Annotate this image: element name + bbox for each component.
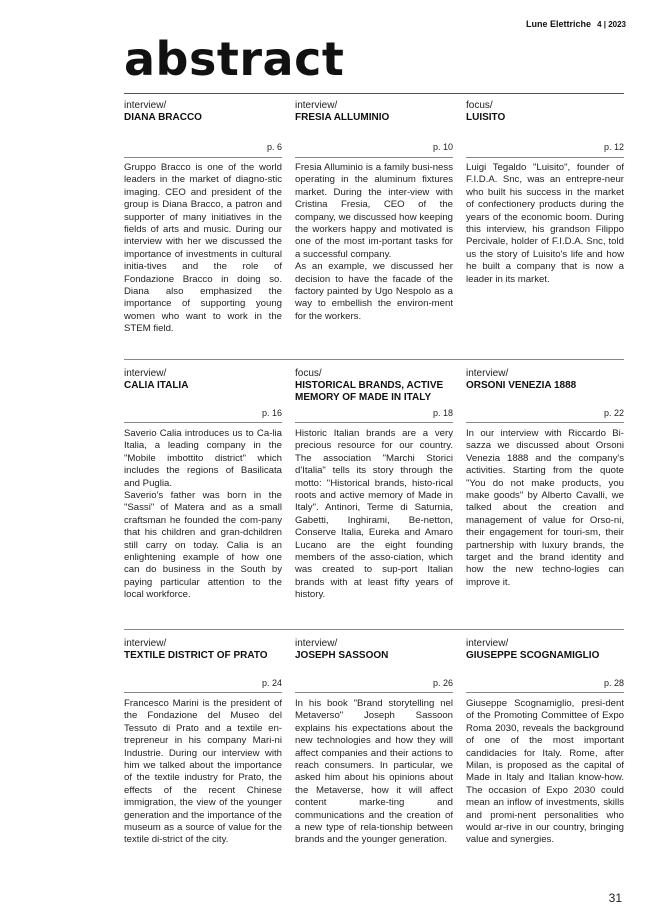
masthead	[526, 19, 626, 29]
article-kind: interview/	[295, 638, 338, 649]
article-name: HISTORICAL BRANDS, ACTIVE MEMORY OF MADE IN ITALY	[295, 380, 444, 403]
article-page: p. 28	[603, 678, 624, 688]
article-page: p. 6	[266, 142, 282, 152]
article-abstract: Fresia Alluminio is a family busi-ness operating in the aluminum fixtures market. During the inter-view with Cristina Fresia, CEO of the company, we discussed how keeping the workers happy and motivated is one of the most im-portant tasks for a successful company. As an example, we discussed her decision to have the facade of the factory painted by Ugo Nespolo as a way to embellish the environ-ment for the workers.	[295, 162, 453, 322]
article-kind: interview/	[124, 100, 167, 111]
card-rule	[466, 157, 624, 158]
article-name: GIUSEPPE SCOGNAMIGLIO	[466, 650, 600, 661]
card-rule	[124, 157, 282, 158]
article-card-luisito[interactable]	[466, 100, 624, 340]
card-rule	[295, 422, 453, 423]
row-rule	[124, 629, 624, 630]
card-rule	[295, 157, 453, 158]
card-rule	[466, 692, 624, 693]
article-page: p. 18	[432, 408, 453, 418]
article-kind: interview/	[124, 638, 167, 649]
article-kind: interview/	[466, 638, 509, 649]
article-page: p. 10	[432, 142, 453, 152]
title-rule	[124, 93, 624, 94]
article-row-2	[124, 368, 624, 608]
article-card-joseph-sassoon[interactable]	[295, 638, 453, 878]
article-abstract: In his book "Brand storytelling nel Metaverso" Joseph Sassoon explains his expectations about the new technologies and how they will affect companies and their actions to reach consumers. In particular, we asked him about his opinions about the Metaverse, how it will affect content marke-ting and communications and the creation of a new type of rela-tionship between brands and the younger generation.	[295, 698, 453, 846]
article-page: p. 16	[261, 408, 282, 418]
row-rule	[124, 359, 624, 360]
article-abstract: Gruppo Bracco is one of the world leaders in the market of diagno-stic imaging. CEO and president of the group is Diana Bracco, a patron and supporter of many initiatives in the fields of arts and music. During our interview with her we discussed the importance of investments in cultural initia-tives and the role of Fondazione Bracco in doing so. Diana also emphasized the importance of supporting young women who want to work in the STEM field.	[124, 162, 282, 335]
card-rule	[124, 692, 282, 693]
article-page: p. 24	[261, 678, 282, 688]
article-abstract: Saverio Calia introduces us to Ca-lia Italia, a leading company in the "Mobile imbottito district" which includes the regions of Basilicata and Puglia. Saverio's father was born in the "Sassi" of Matera and as a small craftsman he founded the com-pany that his children and gran-dchildren still carry on today. Calia is an enlightening example of how one can do business in the South by paying particular attention to the local workforce.	[124, 428, 282, 601]
article-page: p. 12	[603, 142, 624, 152]
article-abstract: Historic Italian brands are a very precious resource for our country. The association "Marchi Storici d'Italia" tells its story through the motto: "Historical brands, histo-rical roots and active memory of Made in Italy". Antinori, Terme di Saturnia, Gabetti, Inghirami, Be-netton, Conserve Italia, Eureka and Amaro Lucano are the eight founding members of the asso-ciation, which was created to sup-port Italian brands with at least fifty years of history.	[295, 428, 453, 601]
article-name: DIANA BRACCO	[124, 112, 202, 123]
article-name: TEXTILE DISTRICT OF PRATO	[124, 650, 268, 661]
article-card-diana-bracco[interactable]	[124, 100, 282, 340]
article-kind: interview/	[295, 100, 338, 111]
article-abstract: Luigi Tegaldo "Luisito", founder of F.I.D.A. Snc, was an entrepre-neur who built his success in the market of confectionery products during the years of the economic boom. During this interview, his grandson Filippo Percivale, holder of F.I.D.A. Snc, told us the story of Luisito's life and how he built a company that is now a leader in its market.	[466, 162, 624, 285]
article-name: LUISITO	[466, 112, 506, 123]
issue-number: 4 | 2023	[597, 20, 626, 29]
magazine-name: Lune Elettriche	[526, 19, 592, 29]
article-abstract: Giuseppe Scognamiglio, presi-dent of the Promoting Committee of Expo Roma 2030, reveals the background of one of the most important candidacies for Italy. Rome, after Milan, is proposed as the capital of Made in Italy and Italian know-how. The occasion of Expo 2030 could mean an inflow of investments, skills and promi-nent personalities who would ar-rive in our country, bringing value and synergies.	[466, 698, 624, 846]
article-kind: interview/	[124, 368, 167, 379]
page-title: abstract	[124, 32, 345, 86]
article-row-1	[124, 100, 624, 340]
article-name: ORSONI VENEZIA 1888	[466, 380, 577, 391]
article-card-calia-italia[interactable]	[124, 368, 282, 608]
article-kind: focus/	[295, 368, 322, 379]
article-kind: interview/	[466, 368, 509, 379]
article-card-textile-prato[interactable]	[124, 638, 282, 878]
article-card-historical-brands[interactable]	[295, 368, 453, 608]
article-name: JOSEPH SASSOON	[295, 650, 389, 661]
article-row-3	[124, 638, 624, 878]
article-kind: focus/	[466, 100, 493, 111]
article-card-giuseppe-scognamiglio[interactable]	[466, 638, 624, 878]
article-abstract: In our interview with Riccardo Bi-sazza we discussed about Orsoni Venezia 1888 and the company's activities. Starting from the quote "You do not make products, you make goods" by Alberto Cavalli, we talked about the creation and management of value for Orso-ni, their engagement for touri-sm, their partnership with luxury brands, the target and the brand identity and how the new techno-logies can improve it.	[466, 428, 624, 588]
article-page: p. 22	[603, 408, 624, 418]
article-card-orsoni-venezia[interactable]	[466, 368, 624, 608]
card-rule	[295, 692, 453, 693]
article-abstract: Francesco Marini is the president of the Fondazione del Museo del Tessuto di Prato and a textile en-trepreneur in his company Mari-ni Industrie. During our interview with him we talked about the importance of the textile industry for Prato, the effects of the recent Chinese immigration, the view of the younger generation and the importance of the museum as a source of value for the textile di-strict of the city.	[124, 698, 282, 846]
article-page: p. 26	[432, 678, 453, 688]
article-name: CALIA ITALIA	[124, 380, 189, 391]
page-number: 31	[608, 891, 622, 905]
card-rule	[466, 422, 624, 423]
article-card-fresia-alluminio[interactable]	[295, 100, 453, 340]
card-rule	[124, 422, 282, 423]
article-name: FRESIA ALLUMINIO	[295, 112, 390, 123]
